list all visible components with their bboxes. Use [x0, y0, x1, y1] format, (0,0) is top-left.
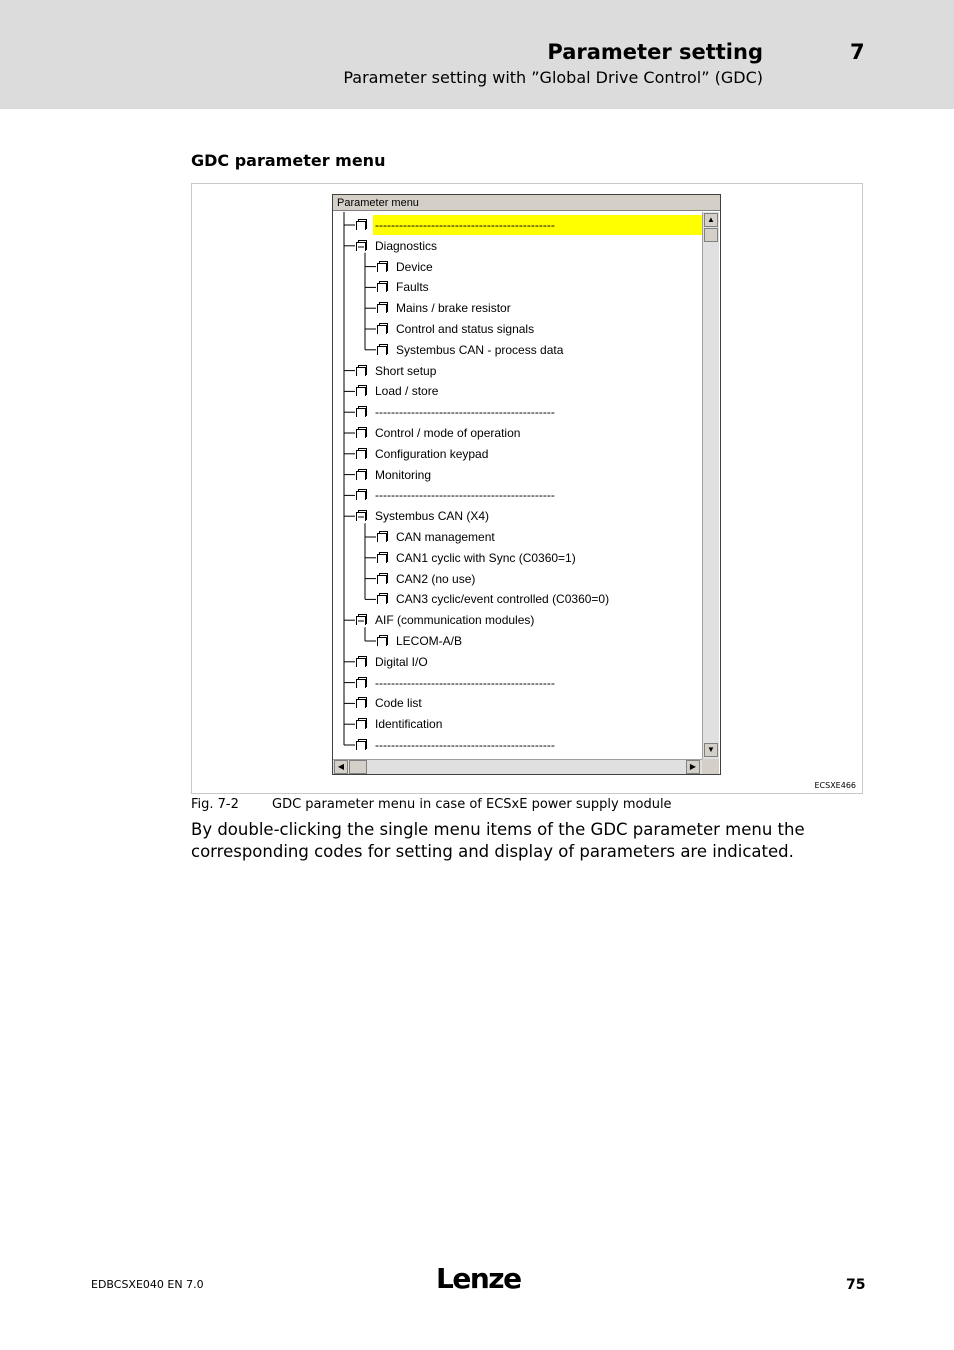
tree-item[interactable]: [333, 548, 702, 568]
parameter-page-icon: [377, 531, 388, 542]
horizontal-scrollbar[interactable]: [333, 759, 702, 774]
tree-item[interactable]: [333, 444, 702, 464]
tree-item-label: Device: [396, 259, 433, 274]
scroll-down-button[interactable]: ▼: [704, 743, 718, 757]
parameter-page-icon: [377, 573, 388, 584]
tree-item-label: Control and status signals: [396, 322, 535, 336]
section-heading: GDC parameter menu: [191, 151, 386, 170]
tree-item-label: Control / mode of operation: [375, 426, 521, 440]
tree-item[interactable]: [333, 652, 702, 672]
tree-item-label: Identification: [375, 717, 443, 732]
body-paragraph: By double-clicking the single menu items of the GDC parameter menu the corresponding codes for setting and display of parameters are indicated.: [191, 820, 805, 861]
parameter-page-icon: [356, 718, 367, 729]
open-folder-icon: [356, 510, 367, 521]
tree-item[interactable]: [333, 361, 702, 381]
parameter-page-icon: [377, 261, 388, 272]
tree-item-label: ---------------------------------------------: [375, 675, 555, 690]
parameter-page-icon: [356, 385, 367, 396]
tree-item-label: Systembus CAN - process data: [396, 342, 564, 357]
figure-caption-label: Fig. 7-2: [191, 797, 239, 812]
tree-item[interactable]: [333, 257, 702, 277]
parameter-page-icon: [377, 552, 388, 563]
tree-item-label: Systembus CAN (X4): [375, 509, 490, 524]
tree-item-label: CAN2 (no use): [396, 571, 476, 586]
parameter-page-icon: [377, 593, 388, 604]
scroll-right-button[interactable]: ▶: [686, 760, 700, 774]
tree-item-label: CAN3 cyclic/event controlled (C0360=0): [396, 592, 610, 607]
parameter-page-icon: [356, 677, 367, 688]
header-band: [0, 0, 954, 109]
tree-item-label: Code list: [375, 696, 422, 711]
tree-item-label: ---------------------------------------------: [375, 405, 555, 420]
tree-item[interactable]: [333, 673, 702, 693]
chapter-subtitle: Parameter setting with ”Global Drive Control” (GDC): [343, 68, 763, 87]
parameter-page-icon: [356, 448, 367, 459]
hscroll-thumb[interactable]: [349, 760, 367, 774]
parameter-page-icon: [377, 302, 388, 313]
tree-item-label: ---------------------------------------------: [375, 218, 555, 232]
tree-item[interactable]: [333, 714, 702, 734]
tree-item[interactable]: [333, 465, 702, 485]
parameter-page-icon: [356, 656, 367, 667]
tree-item[interactable]: [333, 298, 702, 318]
tree-item-label: Diagnostics: [375, 238, 438, 253]
document-id: EDBCSXE040 EN 7.0: [91, 1278, 204, 1291]
tree-item[interactable]: [333, 340, 702, 360]
page-number: 75: [846, 1277, 866, 1293]
tree-item[interactable]: [333, 319, 702, 339]
tree-item[interactable]: [333, 527, 702, 547]
tree-item-label: Monitoring: [375, 467, 432, 482]
tree-item[interactable]: [333, 277, 702, 297]
tree-item[interactable]: [333, 381, 702, 401]
tree-item[interactable]: [333, 485, 702, 505]
figure-code: ECSXE466: [814, 781, 856, 790]
tree-item-label: CAN management: [396, 530, 495, 544]
parameter-page-icon: [356, 406, 367, 417]
tree-item-label: Short setup: [375, 363, 437, 378]
tree-item-label: Mains / brake resistor: [396, 301, 511, 316]
tree-item-label: Load / store: [375, 384, 439, 399]
tree-item-label: ---------------------------------------------: [375, 488, 555, 503]
tree-item[interactable]: [333, 589, 702, 609]
scroll-left-button[interactable]: ◀: [334, 760, 348, 774]
figure-frame: [191, 183, 863, 794]
tree-item[interactable]: [333, 693, 702, 713]
open-folder-icon: [356, 240, 367, 251]
tree-item-label: Faults: [396, 280, 429, 295]
chapter-title: Parameter setting: [547, 40, 763, 64]
tree-item[interactable]: [333, 506, 702, 526]
parameter-page-icon: [356, 469, 367, 480]
parameter-tree: [333, 212, 702, 759]
parameter-page-icon: [377, 344, 388, 355]
tree-item-label: Digital I/O: [375, 654, 428, 669]
tree-item-label: ---------------------------------------------: [375, 738, 555, 752]
open-folder-icon: [356, 614, 367, 625]
tree-item[interactable]: [333, 402, 702, 422]
tree-item-label: Configuration keypad: [375, 446, 489, 461]
scroll-thumb[interactable]: [704, 228, 718, 242]
tree-item[interactable]: [333, 610, 702, 630]
tree-item-label: CAN1 cyclic with Sync (C0360=1): [396, 550, 576, 565]
scroll-up-button[interactable]: ▲: [704, 213, 718, 227]
parameter-page-icon: [356, 739, 367, 750]
tree-item[interactable]: [333, 215, 702, 235]
tree-item[interactable]: [333, 631, 702, 651]
tree-item[interactable]: [333, 735, 702, 755]
window-title: Parameter menu: [333, 195, 720, 211]
parameter-page-icon: [377, 281, 388, 292]
parameter-page-icon: [377, 635, 388, 646]
tree-item[interactable]: [333, 236, 702, 256]
tree-item-label: LECOM-A/B: [396, 634, 463, 648]
tree-item[interactable]: [333, 569, 702, 589]
parameter-page-icon: [356, 697, 367, 708]
parameter-page-icon: [356, 365, 367, 376]
vertical-scrollbar[interactable]: [702, 212, 719, 759]
tree-item[interactable]: [333, 423, 702, 443]
lenze-logo: Lenze: [436, 1262, 521, 1295]
parameter-page-icon: [356, 219, 367, 230]
parameter-page-icon: [356, 489, 367, 500]
parameter-page-icon: [377, 323, 388, 334]
parameter-page-icon: [356, 427, 367, 438]
scrollbar-corner: [702, 759, 719, 774]
tree-item-label: AIF (communication modules): [375, 613, 535, 628]
chapter-number: 7: [850, 40, 865, 64]
figure-caption-text: GDC parameter menu in case of ECSxE power supply module: [272, 797, 672, 812]
parameter-menu-window: [332, 194, 721, 775]
